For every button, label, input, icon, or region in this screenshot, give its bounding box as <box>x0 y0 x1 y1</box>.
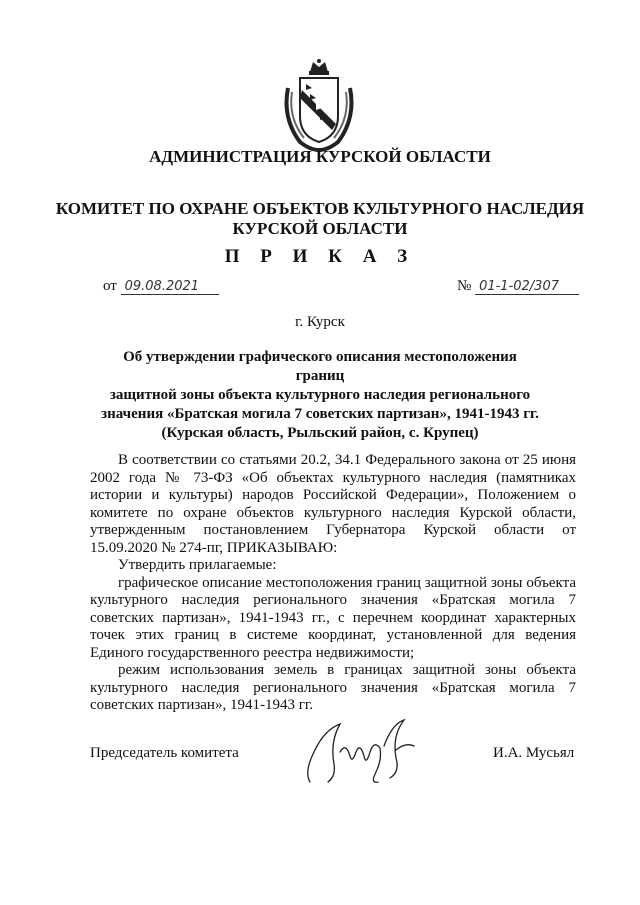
date-value: 09.08.2021 <box>121 279 219 295</box>
administration-title: АДМИНИСТРАЦИЯ КУРСКОЙ ОБЛАСТИ <box>149 147 491 166</box>
committee-title <box>0 199 640 239</box>
signatory-position: Председатель комитета <box>90 745 239 761</box>
order-subject <box>100 348 540 443</box>
subject-line: значения «Братская могила 7 советских партизан», 1941-1943 гг. <box>101 406 539 422</box>
body-paragraph: Утвердить прилагаемые: <box>118 557 277 573</box>
order-date <box>103 278 219 295</box>
body-paragraph: В соответствии со статьями 20.2, 34.1 Федерального закона от 25 июня 2002 года № 73-ФЗ «Об объектах культурного наследия (памятниках истории и культуры) народов Российской Федерации», Положением о комитете по охране объектов культурного наследия Курской области, утвержденным постановлением Губернатора Курской области от 15.09.2020 № 274-пг, ПРИКАЗЫВАЮ: <box>90 452 576 556</box>
order-title: П Р И К А З <box>224 246 416 267</box>
subject-line: Об утверждении графического описания местоположения границ <box>123 349 517 384</box>
signature-icon <box>300 712 418 792</box>
subject-line: защитной зоны объекта культурного наследия регионального <box>109 387 531 403</box>
body-paragraph: режим использования земель в границах защитной зоны объекта культурного наследия регионального значения «Братская могила 7 советских партизан», 1941-1943 гг. <box>90 662 576 713</box>
subject-line: (Курская область, Рыльский район, с. Крупец) <box>161 425 479 441</box>
number-prefix: № <box>457 278 472 294</box>
number-value: 01-1-02/307 <box>475 279 579 295</box>
order-number <box>457 278 579 295</box>
coat-of-arms-icon <box>280 58 358 152</box>
committee-title-line: КУРСКОЙ ОБЛАСТИ <box>232 219 408 238</box>
committee-title-line: КОМИТЕТ ПО ОХРАНЕ ОБЪЕКТОВ КУЛЬТУРНОГО НАСЛЕДИЯ <box>55 199 585 218</box>
date-prefix: от <box>103 278 117 294</box>
order-body <box>90 452 576 715</box>
body-paragraph: графическое описание местоположения границ защитной зоны объекта культурного наследия регионального значения «Братская могила 7 советских партизан», 1941-1943 гг., с перечнем координат характерных точек этих границ в системе координат, установленной для ведения Единого государственного реестра недвижимости; <box>90 574 576 661</box>
signatory-name: И.А. Мусьял <box>493 745 575 761</box>
city: г. Курск <box>295 314 345 330</box>
